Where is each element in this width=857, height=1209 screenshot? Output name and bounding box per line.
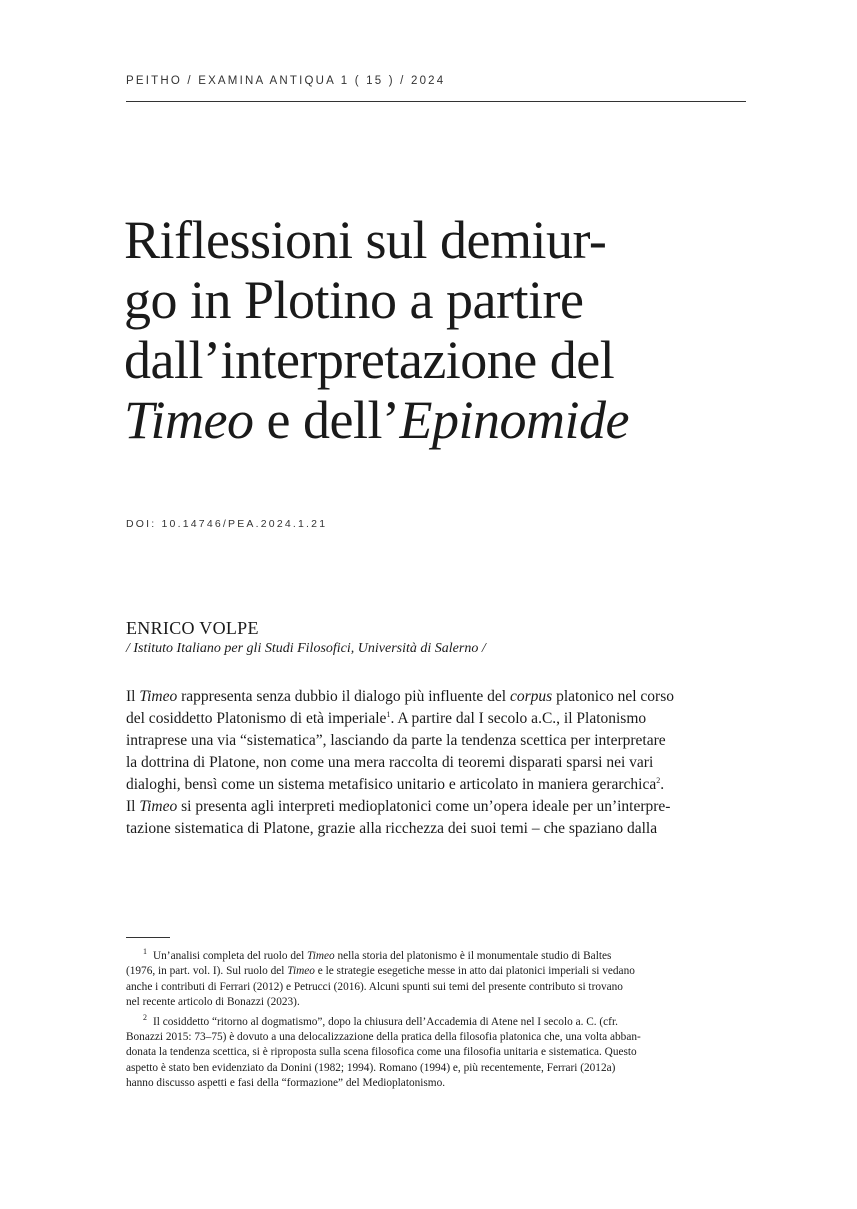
footnote-ref[interactable]: 2 xyxy=(656,775,661,785)
footnote-line xyxy=(126,949,746,964)
italic-term: Timeo xyxy=(139,798,178,815)
text: . A partire dal I secolo a.C., il Platonismo xyxy=(390,710,647,727)
body-line xyxy=(126,796,750,818)
title-italic-timeo: Timeo xyxy=(124,390,254,450)
text: si presenta agli interpreti medioplatonici come un’opera ideale per un’interpre- xyxy=(177,798,671,815)
header-rule xyxy=(126,101,746,102)
footnotes xyxy=(126,949,746,1092)
text: . xyxy=(660,776,665,793)
title-line-last xyxy=(124,390,629,450)
title-line: dall’interpretazione del xyxy=(124,330,615,390)
footnote-line: nel recente articolo di Bonazzi (2023). xyxy=(126,996,300,1009)
title-connector: e dell’ xyxy=(253,390,400,450)
text: e le strategie esegetiche messe in atto dai platonici imperiali si vedano xyxy=(314,965,635,978)
footnote-line: aspetto è stato ben evidenziato da Donini (1982; 1994). Romano (1994) e, più recentemente, Ferrari (2012a) xyxy=(126,1061,616,1074)
author-affiliation: / Istituto Italiano per gli Studi Filosofici, Università di Salerno / xyxy=(126,641,486,656)
doi: DOI: 10.14746/PEA.2024.1.21 xyxy=(126,518,328,530)
italic-term: Timeo xyxy=(307,950,335,962)
footnote-ref[interactable]: 1 xyxy=(386,709,391,719)
footnote-number: 2 xyxy=(143,1012,147,1022)
footnote-line: anche i contributi di Ferrari (2012) e Petrucci (2016). Alcuni spunti sui temi del presente contributo si trovano xyxy=(126,980,623,993)
text: Il xyxy=(126,688,140,705)
author-name: ENRICO VOLPE xyxy=(126,618,259,638)
footnote-line xyxy=(126,1012,746,1030)
text: Un’analisi completa del ruolo del xyxy=(153,950,308,962)
title-line: Riflessioni sul demiur- xyxy=(124,210,607,270)
title-italic-epinomide: Epinomide xyxy=(399,390,629,450)
text: del cosiddetto Platonismo di età imperiale xyxy=(126,710,387,727)
footnote-number: 1 xyxy=(143,947,147,957)
text: dialoghi, bensì come un sistema metafisico unitario e articolato in maniera gerarchica xyxy=(126,776,657,793)
text: (1976, in part. vol. I). Sul ruolo del xyxy=(126,965,288,978)
text: rappresenta senza dubbio il dialogo più influente del xyxy=(177,688,510,705)
article-title xyxy=(124,210,629,450)
footnote-line: Bonazzi 2015: 73–75) è dovuto a una delocalizzazione della pratica della filosofia platonica che, una volta abban- xyxy=(126,1031,641,1044)
footnote-rule xyxy=(126,937,170,938)
text: Il xyxy=(126,798,140,815)
italic-term: Timeo xyxy=(287,965,315,978)
footnote-2 xyxy=(126,1012,746,1092)
title-line: go in Plotino a partire xyxy=(124,270,584,330)
body-line xyxy=(126,686,750,708)
text: nella storia del platonismo è il monumentale studio di Baltes xyxy=(334,950,612,962)
footnote-line xyxy=(126,964,746,979)
footnote-line: hanno discusso aspetti e fasi della “formazione” del Medioplatonismo. xyxy=(126,1077,446,1090)
italic-term: Timeo xyxy=(139,688,178,705)
body-line: intraprese una via “sistematica”, lasciando da parte la tendenza scettica per interpretare xyxy=(126,732,666,749)
text: platonico nel corso xyxy=(552,688,675,705)
footnote-1 xyxy=(126,949,746,1011)
body-line: tazione sistematica di Platone, grazie alla ricchezza dei suoi temi – che spaziano dalla xyxy=(126,820,658,837)
body-line: la dottrina di Platone, non come una mera raccolta di teoremi disparati sparsi nei vari xyxy=(126,754,654,771)
running-head: PEITHO / EXAMINA ANTIQUA 1 ( 15 ) / 2024 xyxy=(126,75,446,87)
body-paragraph xyxy=(126,686,750,840)
body-line xyxy=(126,774,750,796)
body-line xyxy=(126,708,750,730)
text: Il cosiddetto “ritorno al dogmatismo”, dopo la chiusura dell’Accademia di Atene nel I secolo a. C. (cfr. xyxy=(153,1015,618,1028)
italic-term: corpus xyxy=(509,688,553,705)
footnote-line: donata la tendenza scettica, si è riproposta sulla scena filosofica come una filosofia unitaria e sistematica. Questo xyxy=(126,1046,637,1059)
